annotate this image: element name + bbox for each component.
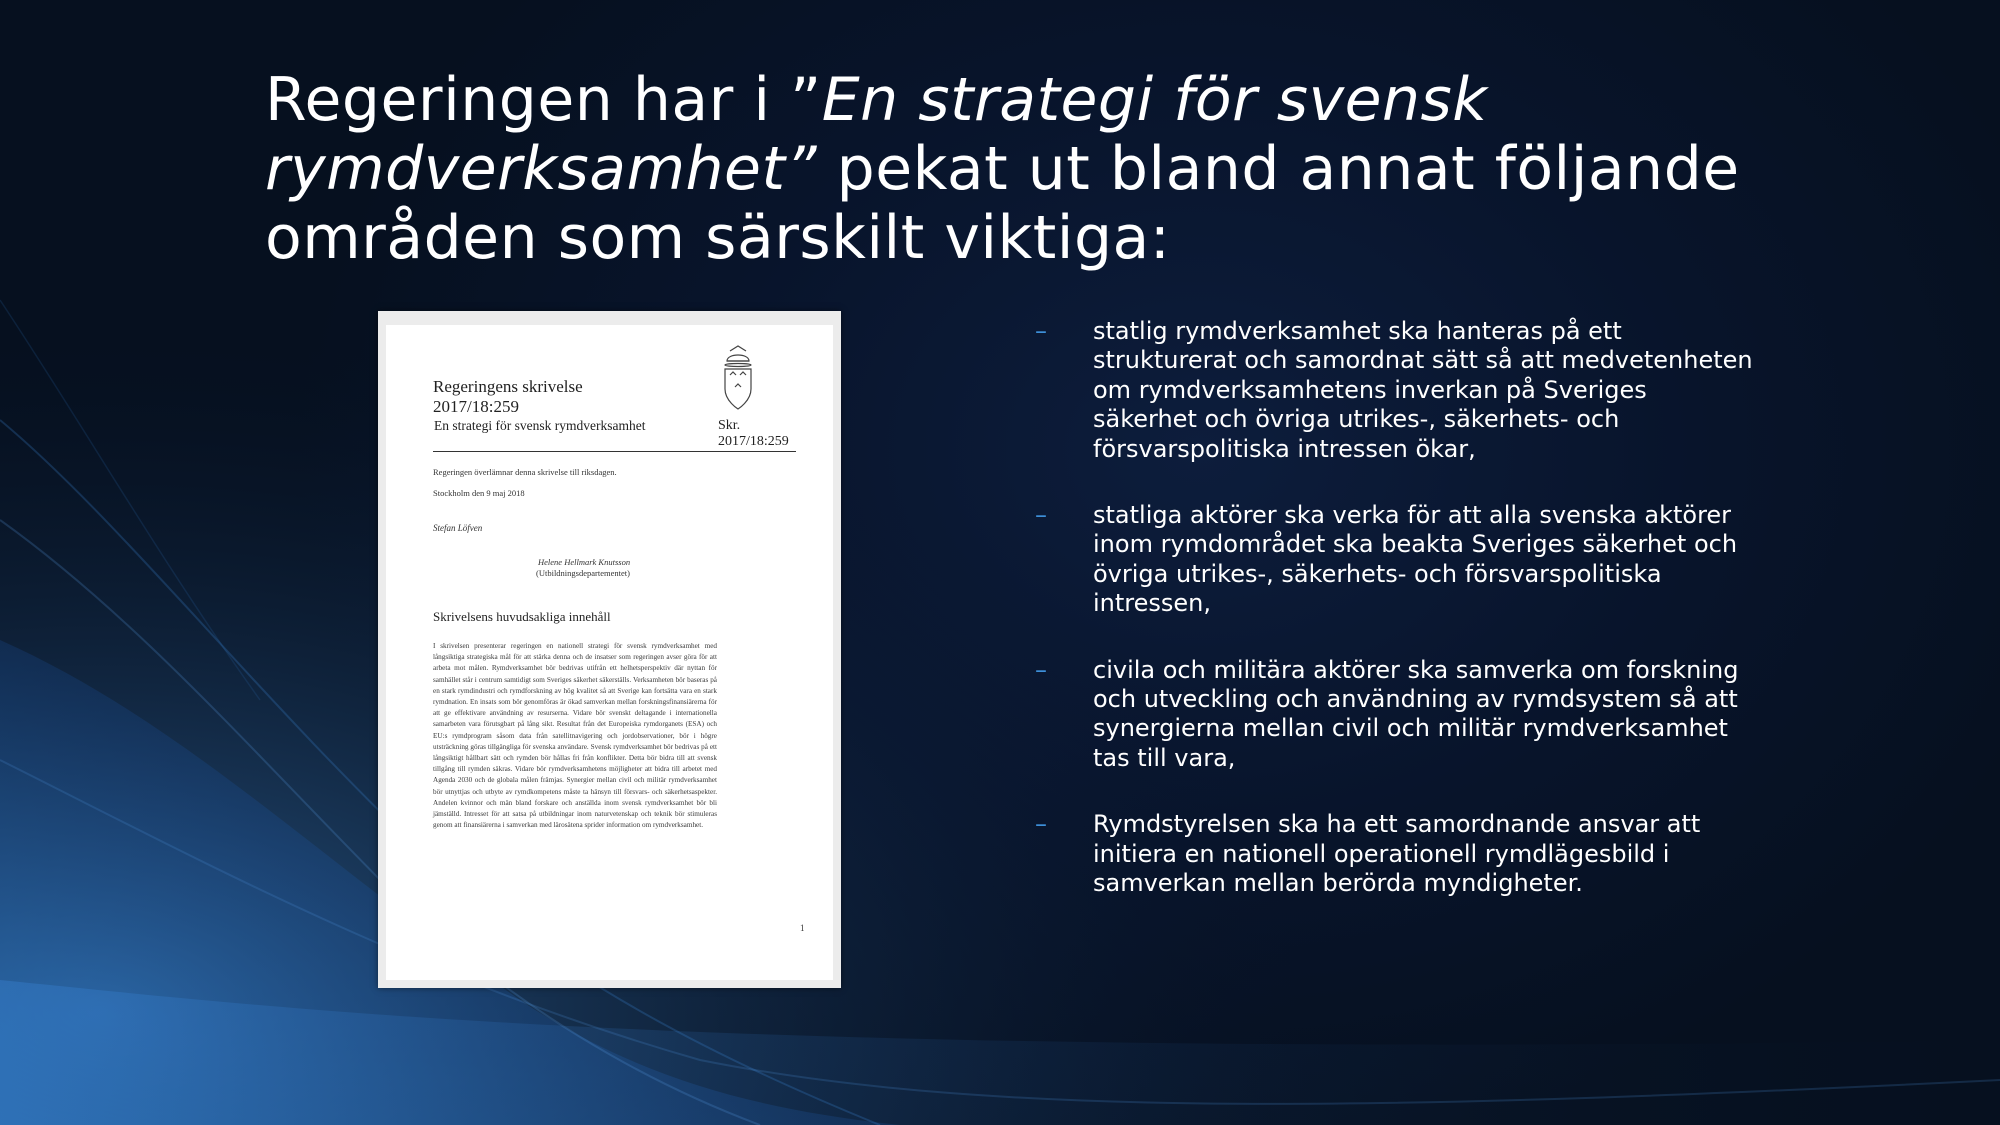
document-section-heading: Skrivelsens huvudsakliga innehåll [433,609,611,624]
dash-marker: – [1035,655,1047,684]
bullet-text: statliga aktörer ska verka för att alla svenska aktörer inom rymdområdet ska beakta Sveriges säkerhet och övriga utrikes-, säkerhets- och försvarspolitiska intressen, [1093,501,1738,618]
document-skr-number: 2017/18:259 [718,434,789,449]
document-signature-2: Helene Hellmark Knutsson [538,557,631,567]
swedish-crest-icon [718,345,758,415]
document-subtitle: En strategi för svensk rymdverksamhet [434,418,646,433]
document-body-text: I skrivelsen presenterar regeringen en nationell strategi för svensk rymdverksamhet med långsiktiga strategiska mål för att stärka denna och de insatser som regeringen avser göra för att arbeta mot målen. Rymdverksamhet bör bedrivas utifrån ett helhetsperspektiv där nyttan för samhället står i centrum samtidigt som Sveriges säkerhet säkerställs. Verksamheten bör baseras på en stark rymdindustri och rymdforskning av hög kvalitet så att Sverige kan fortsätta vara en stark rymdnation. En insats som bör genomföras är ökad samverkan mellan forskningsfinansiärerna för att ge effektivare användning av resurserna. Vidare bör svenskt deltagande i internationella samarbeten vara förutsgbart på lång sikt. Resultat från det Europeiska rymdorganets (ESA) och EU:s rymdprogram såsom data från satellitnavigering och jordobservationer, bör i högre utsträckning göras tillgängliga för svenska användare. Svensk rymdverksamhet bör bedrivas på ett långsiktigt hållbart sätt och rymden bör hållas fri från konflikter. Detta bör bidra till att svensk tillgång till rymden säkras. Vidare bör rymdverksamhetens möjligheter att bidra till arbetet med Agenda 2030 och de globala målen främjas. Synergier mellan civil och militär rymdverksamhet bör utnyttjas och utbyte av rymdkompetens måste ta hänsyn till försvars- och säkerhetsaspekter. Andelen kvinnor och män bland forskare och anställda inom svensk rymdverksamhet bör bli jämställd. Intresset för att satsa på utbildningar inom naturvetenskap och teknik bör stimuleras genom att finansiärerna i samverkan med lärosätena sprider information om rymdverksamhet. [433,642,717,830]
title-text-rest: pekat ut bland annat följande områden som särskilt viktiga: [265,134,1740,273]
bullet-text: civila och militära aktörer ska samverka om forskning och utveckling och användning av rymdsystem så att synergierna mellan civil och militär rymdverksamhet tas till vara, [1093,655,1739,772]
document-number: 2017/18:259 [433,397,519,416]
document-page-number: 1 [800,923,805,933]
bullet-item [1035,501,1755,619]
title-text-italic: En strategi för svensk rymdverksamhet” [265,65,1488,204]
slide-title [265,66,1765,273]
bullet-item [1035,810,1755,898]
document-signature-1: Stefan Löfven [433,523,483,533]
title-text-regular: Regeringen har i ” [265,65,822,135]
dash-marker: – [1035,317,1047,345]
document-rule [433,451,796,452]
document-image [378,311,841,988]
bullet-item [1035,317,1755,464]
bullet-list [1035,317,1755,899]
document-skr-label: Skr. [718,418,741,433]
dash-marker: – [1035,501,1047,530]
document-heading: Regeringens skrivelse [433,377,583,396]
bullet-item [1035,656,1755,774]
bullet-text: Rymdstyrelsen ska ha ett samordnande ansvar att initiera en nationell operationell rymdlägesbild i samverkan mellan berörda myndigheter. [1093,810,1701,898]
bullet-text: statlig rymdverksamhet ska hanteras på ett strukturerat och samordnat sätt så att medvetenheten om rymdverksamhetens inverkan på Sveriges säkerhet och övriga utrikes-, säkerhets- och försvarspolitiska intressen ökar, [1093,317,1753,463]
document-intro: Regeringen överlämnar denna skrivelse till riksdagen. [433,467,617,477]
document-department: (Utbildningsdepartementet) [536,568,630,578]
document-place-date: Stockholm den 9 maj 2018 [433,488,525,498]
document-page [386,325,833,980]
dash-marker: – [1035,810,1047,839]
